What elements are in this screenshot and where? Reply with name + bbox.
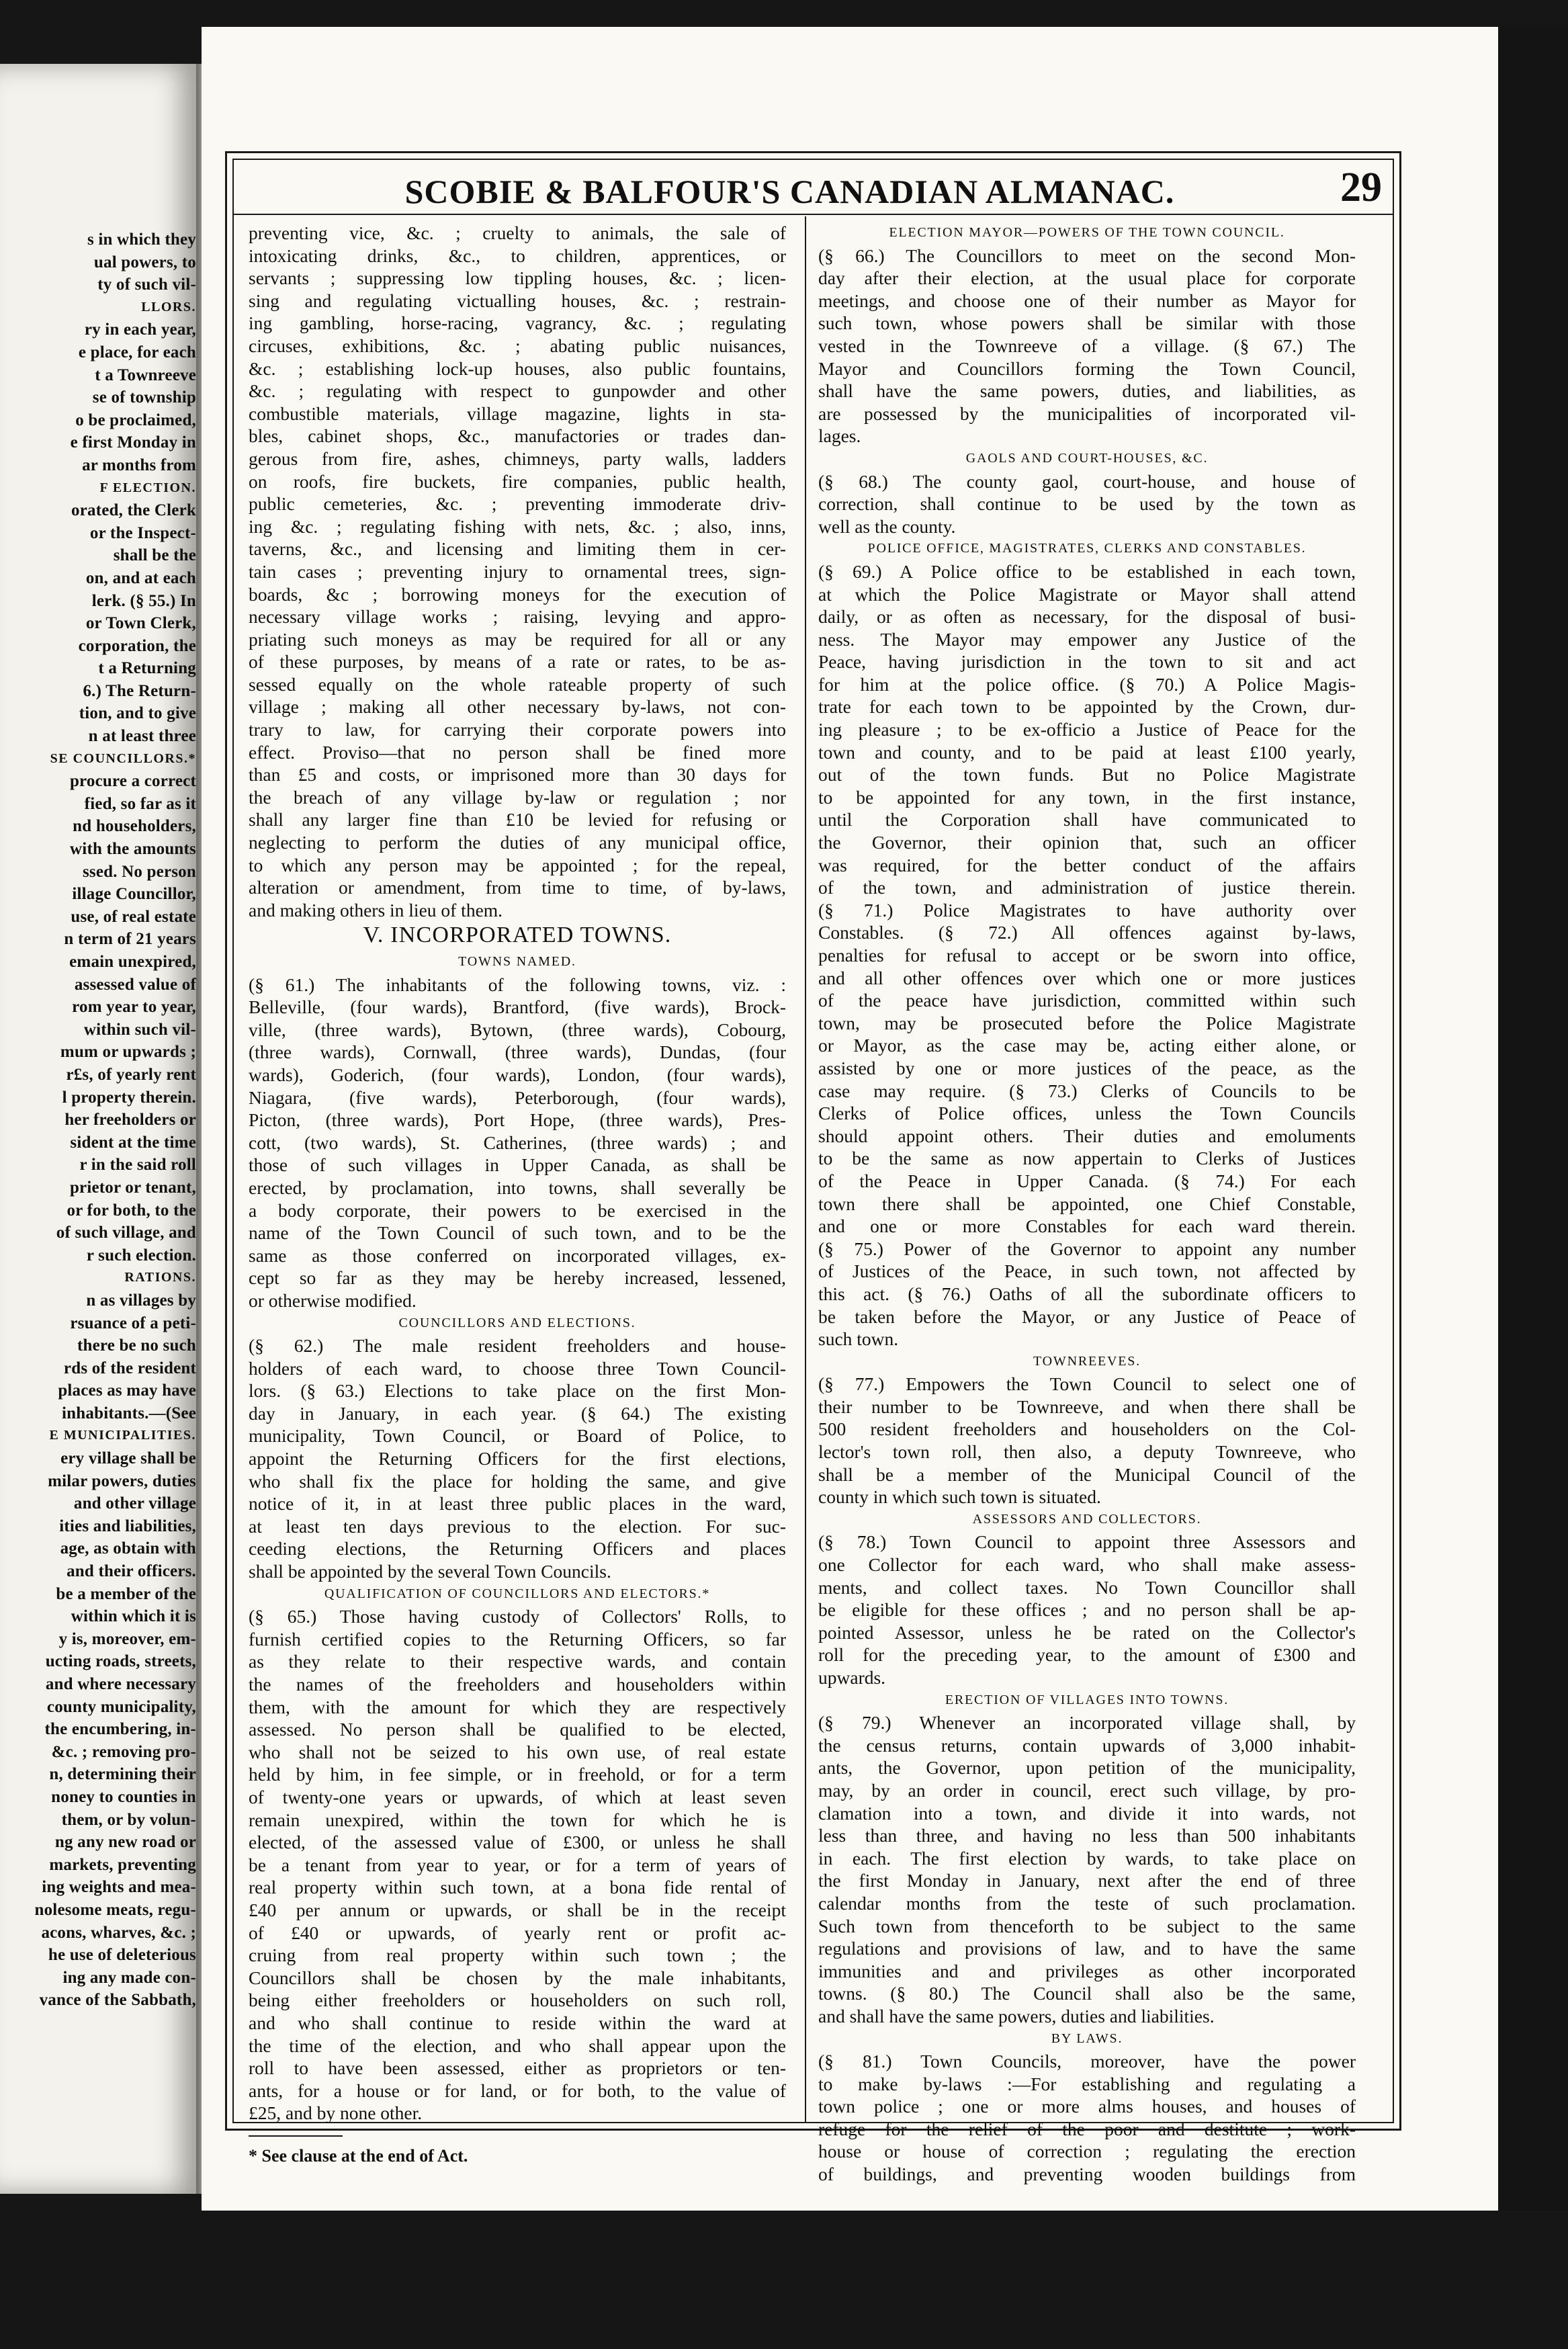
left-page-line: n at least three [88,727,196,746]
text-line: lors. (§ 63.) Elections to take place on the first Mon- [249,1380,786,1402]
text-line: Picton, (three wards), Port Hope, (three wards), Pres- [249,1109,786,1131]
text-line: to which any person may be appointed ; for the repeal, [249,854,786,875]
text-line: of buildings, and preventing wooden buildings from [818,2164,1356,2185]
text-line: pointed Assessor, unless he be rated on the Collector's [818,1621,1356,1643]
text-line: ants, the Governor, upon petition of the municipality, [818,1757,1356,1779]
left-page-line: n, determining their [49,1765,196,1784]
section-heading: ELECTION MAYOR—POWERS OF THE TOWN COUNCIL. [889,225,1285,240]
text-line: sessed equally on the whole rateable property of such [249,673,786,695]
left-page-line: there be no such [77,1336,196,1355]
text-line: Constables. (§ 72.) All offences against by-laws, [818,922,1356,943]
text-line: to make by-laws :—For establishing and regulating a [818,2073,1356,2094]
left-page-line: acons, wharves, &c. ; [41,1923,196,1942]
section-heading: ERECTION OF VILLAGES INTO TOWNS. [945,1692,1229,1707]
section-heading: TOWNREEVES. [1033,1353,1141,1369]
text-line: (§ 61.) The inhabitants of the following towns, viz. : [249,974,786,995]
paragraph-end-line: such town. [818,1328,899,1350]
text-line: on roofs, fire buckets, fire companies, public health, [249,470,786,492]
text-line: town there shall be appointed, one Chief Constable, [818,1193,1356,1214]
left-page-heading: LLORS. [141,299,196,314]
text-line: cept so far as they may be hereby increased, lessened, [249,1267,786,1289]
text-line: name of the Town Council of such town, and to be the [249,1222,786,1244]
left-column [249,222,786,2167]
left-page-line: tion, and to give [79,704,196,723]
text-line: village ; making all other necessary by-laws, not con- [249,696,786,718]
header-rule [234,214,1393,215]
footnote-rule [249,2135,343,2137]
text-line: town, may be prosecuted before the Police Magistrate [818,1012,1356,1033]
text-line: Such town from thenceforth to be subject to the same [818,1915,1356,1936]
section-heading: BY LAWS. [1051,2031,1123,2046]
text-line: to be appointed for any town, in the first instance, [818,786,1356,808]
text-line: boards, &c ; borrowing moneys for the execution of [249,583,786,605]
text-line: appoint the Returning Officers for the first elections, [249,1448,786,1469]
text-line: (§ 69.) A Police office to be established in each town, [818,560,1356,582]
text-line: erected, by proclamation, into towns, shall severally be [249,1177,786,1198]
title-heading: V. INCORPORATED TOWNS. [363,923,672,948]
text-line: effect. Proviso—that no person shall be fined more [249,741,786,763]
right-column [818,222,1356,2186]
text-line: tain cases ; preventing injury to ornamental trees, sign- [249,560,786,582]
text-line: vested in the Townreeve of a village. (§ 67.) The [818,335,1356,356]
text-line: (§ 77.) Empowers the Town Council to select one of [818,1373,1356,1395]
paragraph-end-line: or otherwise modified. [249,1289,417,1311]
text-line: day in January, in each year. (§ 64.) The existing [249,1402,786,1424]
left-page-line: prietor or tenant, [69,1178,196,1197]
paragraph-end-line: £25, and by none other. [249,2102,423,2124]
text-line: held by him, in fee simple, or in freehold, or for a term [249,1764,786,1785]
text-line: bles, cabinet shops, &c., manufactories or trades dan- [249,425,786,447]
text-line: Clerks of Police offices, unless the Town Councils [818,1103,1356,1124]
text-line: as they relate to their respective wards, and contain [249,1651,786,1672]
text-line: holders of each ward, to choose three Town Council- [249,1357,786,1379]
text-line: (§ 66.) The Councillors to meet on the second Mon- [818,245,1356,266]
text-line: ness. The Mayor may empower any Justice of the [818,628,1356,650]
text-line: ing pleasure ; to be ex-officio a Justice of Peace for the [818,719,1356,740]
left-page-line: assessed value of [74,975,196,994]
text-line: the time of the election, and who shall appear upon the [249,2035,786,2056]
text-line: necessary village works ; raising, levying and appro- [249,606,786,628]
text-line: should appoint others. Their duties and emoluments [818,1125,1356,1146]
left-page-line: n term of 21 years [64,930,196,949]
text-line: (§ 79.) Whenever an incorporated village shall, by [818,1712,1356,1734]
left-page-line: t a Townreeve [95,366,196,384]
left-page-heading: F ELECTION. [99,480,196,495]
left-page-line: vance of the Sabbath, [39,1991,196,2010]
left-page-line: with the amounts [70,840,196,859]
left-page-line: ssed. No person [83,862,196,881]
text-line: less than three, and having no less than 500 inhabitants [818,1825,1356,1846]
text-line: shall any larger fine than £10 be levied for refusing or [249,809,786,830]
left-page-line: ing weights and mea- [42,1878,196,1897]
text-line: may, by an order in council, erect such village, by pro- [818,1779,1356,1801]
left-page-line: ry in each year, [84,321,196,339]
text-line: house or house of correction ; regulating the erection [818,2141,1356,2162]
text-line: a body corporate, their powers to be exercised in the [249,1199,786,1221]
left-page-line: places as may have [58,1381,196,1400]
text-line: than £5 and costs, or imprisoned more than 30 days for [249,764,786,785]
text-line: roll for the preceding year, to the amount of £300 and [818,1644,1356,1666]
left-page-line: emain unexpired, [69,953,196,971]
left-page-line: on, and at each [85,568,196,587]
text-line: £40 per annum or upwards, or shall be in the receipt [249,1899,786,1920]
paragraph-end-line: well as the county. [818,515,956,537]
text-line: their number to be Townreeve, and when there shall be [818,1396,1356,1417]
text-line: the census returns, contain upwards of 3,000 inhabit- [818,1734,1356,1756]
left-page-line: ual powers, to [93,253,196,271]
text-line: of the town, and administration of justice therein. [818,877,1356,898]
text-line: those of such villages in Upper Canada, as shall be [249,1154,786,1176]
text-line: servants ; suppressing low tippling houses, &c. ; licen- [249,267,786,289]
text-line: elected, of the assessed value of £300, or unless he shall [249,1832,786,1853]
text-line: who shall not be seized to his own use, of real estate [249,1741,786,1762]
left-page-line: use, of real estate [71,907,196,926]
text-line: town and county, and to be paid at least £100 yearly, [818,741,1356,763]
left-page-line: inhabitants.—(See [62,1404,196,1422]
text-line: assessed. No person shall be qualified to be elected, [249,1719,786,1740]
text-line: of Justices of the Peace, in such town, not affected by [818,1261,1356,1282]
text-line: (§ 68.) The county gaol, court-house, and house of [818,470,1356,492]
left-page-line: and where necessary [45,1675,196,1693]
left-page-line: ing any made con- [62,1968,196,1987]
text-line: (§ 81.) Town Councils, moreover, have the power [818,2051,1356,2072]
left-page-line: se of township [92,388,196,407]
text-line: trate for each town to be appointed by the Crown, dur- [818,696,1356,718]
text-line: intoxicating drinks, &c., to children, apprentices, or [249,245,786,266]
left-page-line: y is, moreover, em- [58,1629,196,1648]
text-line: shall have the same powers, duties, and liabilities, as [818,380,1356,402]
paragraph-end-line: lages. [818,425,861,447]
text-line: daily, or as often as necessary, for the disposal of busi- [818,606,1356,628]
paragraph-end-line: shall be appointed by the several Town Councils. [249,1561,611,1582]
section-heading: POLICE OFFICE, MAGISTRATES, CLERKS AND CONSTABLES. [867,541,1307,556]
left-page-line: rds of the resident [63,1359,196,1377]
left-page-line: mum or upwards ; [60,1043,196,1062]
text-line: &c. ; regulating with respect to gunpowder and other [249,380,786,402]
left-page-line: ty of such vil- [97,275,196,294]
text-line: town police ; one or more alms houses, and houses of [818,2096,1356,2117]
text-line: Councillors shall be chosen by the male inhabitants, [249,1967,786,1988]
text-line: out of the town funds. But no Police Magistrate [818,764,1356,785]
text-line: sing and regulating victualling houses, &c. ; restrain- [249,290,786,311]
text-line: the breach of any village by-law or regulation ; nor [249,786,786,808]
text-line: cott, (two wards), St. Catherines, (three wards) ; and [249,1131,786,1153]
running-head: SCOBIE & BALFOUR'S CANADIAN ALMANAC. [404,173,1175,210]
left-page-line: l property therein. [62,1088,196,1107]
page-border [225,151,1401,2185]
left-page-line: o be proclaimed, [75,411,196,429]
text-line: Peace, having jurisdiction in the town to sit and act [818,651,1356,673]
left-page-line: within such vil- [83,1020,196,1039]
left-page-line: 6.) The Return- [83,681,196,700]
text-line: to be the same as now appertain to Clerks of Justices [818,1148,1356,1169]
text-line: be taken before the Mayor, or any Justice of Peace of [818,1306,1356,1327]
text-line: trary to law, for carrying their corporate powers into [249,719,786,740]
text-line: refuge for the relief of the poor and destitute ; work- [818,2118,1356,2139]
text-line: furnish certified copies to the Returning Officers, so far [249,1628,786,1650]
paragraph-end-line: and making others in lieu of them. [249,899,503,921]
paragraph-end-line: and shall have the same powers, duties and liabilities. [818,2005,1215,2026]
left-page-line: of such village, and [56,1224,196,1242]
paragraph-end-line: upwards. [818,1667,886,1688]
text-line: such town, whose powers shall be similar with those [818,312,1356,334]
text-line: (§ 75.) Power of the Governor to appoint any number [818,1238,1356,1259]
left-page-line: the encumbering, in- [44,1720,196,1739]
text-line: (three wards), Cornwall, (three wards), Dundas, (four [249,1041,786,1063]
text-line: cruing from real property within such town ; the [249,1945,786,1966]
left-page-line: he use of deleterious [48,1946,196,1965]
text-line: case may require. (§ 73.) Clerks of Councils to be [818,1080,1356,1101]
left-page-line: shall be the [113,546,196,565]
text-line: immunities and and privileges as other incorporated [818,1960,1356,1981]
text-line: for him at the police office. (§ 70.) A Police Magis- [818,673,1356,695]
left-page-line: e place, for each [78,343,196,361]
left-page-line: and their officers. [67,1562,196,1581]
left-page-line: or the Inspect- [89,523,196,542]
left-page-line: rom year to year, [72,998,196,1017]
left-page-line: e first Monday in [70,433,196,452]
left-page-line: procure a correct [69,772,196,791]
text-line: ments, and collect taxes. No Town Councillor shall [818,1576,1356,1598]
text-line: remain unexpired, within the town for which he is [249,1809,786,1830]
text-line: combustible materials, village magazine, lights in sta- [249,402,786,424]
left-page-line: r such election. [86,1246,196,1265]
text-line: penalties for refusal to accept or be sworn into office, [818,945,1356,966]
left-page-line: county municipality, [46,1697,196,1716]
text-line: regulations and provisions of law, and to have the same [818,1938,1356,1959]
text-line: day after their election, at the usual place for corporate [818,267,1356,289]
text-line: ceeding elections, the Returning Officers and places [249,1538,786,1560]
left-page-line: nolesome meats, regu- [34,1900,196,1919]
left-page-line: orated, the Clerk [71,501,196,520]
left-page-line: &c. ; removing pro- [51,1742,196,1761]
section-heading: QUALIFICATION OF COUNCILLORS AND ELECTORS.* [324,1586,711,1601]
section-heading: TOWNS NAMED. [458,954,576,969]
left-page-line: ng any new road or [54,1833,196,1852]
left-page-line: rsuance of a peti- [70,1314,196,1332]
text-line: of the Peace in Upper Canada. (§ 74.) For each [818,1170,1356,1191]
column-divider [805,216,806,2122]
text-line: roll to have been assessed, either as proprietors or ten- [249,2057,786,2079]
left-page-line: her freeholders or [64,1111,196,1129]
text-line: ing &c. ; regulating fishing with nets, &c. ; also, inns, [249,515,786,537]
text-line: (§ 71.) Police Magistrates to have authority over [818,899,1356,921]
left-page-line: them, or by volun- [61,1810,196,1829]
text-line: of these purposes, by means of a rate or rates, to be as- [249,651,786,673]
text-line: meetings, and choose one of their number as Mayor for [818,290,1356,311]
text-line: be a tenant from year to year, or for a term of years of [249,1854,786,1875]
text-line: are possessed by the municipalities of incorporated vil- [818,402,1356,424]
text-line: at which the Police Magistrate or Mayor shall attend [818,583,1356,605]
text-line: and all other offences over which one or more justices [818,967,1356,988]
text-line: (§ 65.) Those having custody of Collectors' Rolls, to [249,1606,786,1627]
text-line: who shall fix the place for holding the same, and give [249,1470,786,1492]
text-line: the Governor, their opinion that, such an officer [818,832,1356,853]
text-line: Belleville, (four wards), Brantford, (five wards), Brock- [249,996,786,1018]
left-page-text [0,228,196,2012]
left-page-line: or Town Clerk, [85,614,196,633]
left-page-line: n as villages by [86,1291,196,1310]
text-line: priating such moneys as may be required for all or any [249,628,786,650]
text-line: public cemeteries, &c. ; preventing immoderate driv- [249,493,786,515]
text-line: alteration or amendment, from time to time, of by-laws, [249,877,786,898]
text-line: lector's town roll, then also, a deputy Townreeve, who [818,1441,1356,1463]
text-line: until the Corporation shall have communicated to [818,809,1356,830]
text-line: shall be a member of the Municipal Council of the [818,1463,1356,1485]
text-line: of twenty-one years or upwards, of which at least seven [249,1786,786,1807]
text-line: &c. ; establishing lock-up houses, also public fountains, [249,357,786,379]
left-page-line: milar powers, duties [48,1471,196,1490]
main-page [202,27,1498,2211]
text-line: municipality, Town Council, or Board of Police, to [249,1425,786,1447]
left-page-line: ar months from [82,456,196,474]
left-page-line: age, as obtain with [60,1539,196,1558]
left-page-line: noney to counties in [51,1787,196,1806]
left-page-line: r in the said roll [79,1156,196,1174]
left-page-line: ities and liabilities, [59,1517,196,1535]
section-heading: COUNCILLORS AND ELECTIONS. [398,1315,636,1330]
left-page-heading: E MUNICIPALITIES. [49,1428,196,1443]
text-line: at least ten days previous to the election. For suc- [249,1515,786,1537]
left-page-line: s in which they [87,230,196,249]
left-page-line: r£s, of yearly rent [66,1065,196,1084]
text-line: be eligible for these offices ; and no person shall be ap- [818,1599,1356,1621]
text-line: the names of the freeholders and householders within [249,1674,786,1695]
section-heading: GAOLS AND COURT-HOUSES, &C. [965,450,1209,466]
text-line: of £40 or upwards, of yearly rent or profit ac- [249,1922,786,1943]
paragraph-end-line: county in which such town is situated. [818,1486,1101,1508]
left-page-line: and other village [73,1494,196,1513]
text-line: preventing vice, &c. ; cruelty to animals, the sale of [249,222,786,243]
text-line: Mayor and Councillors forming the Town Council, [818,357,1356,379]
left-page-heading: RATIONS. [124,1270,196,1285]
left-page-line: markets, preventing [49,1855,196,1874]
left-page-line: ucting roads, streets, [45,1652,196,1671]
text-line: being either freeholders or householders on such roll, [249,1990,786,2011]
text-line: gerous from fire, ashes, chimneys, party walls, ladders [249,447,786,469]
footnote: * See clause at the end of Act. [249,2145,468,2166]
text-line: clamation into a town, and divide it into wards, not [818,1802,1356,1824]
text-line: Niagara, (five wards), Peterborough, (four wards), [249,1086,786,1108]
text-line: them, with the amount for which they are respectively [249,1696,786,1717]
text-line: ville, (three wards), Bytown, (three wards), Cobourg, [249,1019,786,1040]
text-line: (§ 78.) Town Council to appoint three Assessors and [818,1531,1356,1553]
text-line: neglecting to perform the duties of any municipal office, [249,832,786,853]
left-page-line: fied, so far as it [84,794,196,813]
text-line: and who shall continue to reside within the ward at [249,2012,786,2033]
text-line: (§ 62.) The male resident freeholders and house- [249,1335,786,1357]
left-facing-page [0,64,202,2194]
section-heading: ASSESSORS AND COLLECTORS. [972,1511,1202,1527]
text-line: circuses, exhibitions, &c. ; abating public nuisances, [249,335,786,356]
left-page-line: sident at the time [70,1133,196,1152]
left-page-line: lerk. (§ 55.) In [91,591,196,610]
text-line: calendar months from the teste of such proclamation. [818,1892,1356,1914]
text-line: the first Monday in January, next after the end of three [818,1870,1356,1891]
text-line: of the peace have jurisdiction, committed within such [818,990,1356,1011]
left-page-line: t a Returning [98,659,196,678]
text-line: taverns, &c., and licensing and limiting them in cer- [249,538,786,560]
left-page-heading: SE COUNCILLORS.* [50,751,196,766]
page-inner-border [232,159,1394,2185]
text-line: or Mayor, as the case may be, acting either alone, or [818,1035,1356,1056]
left-page-line: ery village shall be [60,1449,196,1468]
text-line: this act. (§ 76.) Oaths of all the subordinate officers to [818,1283,1356,1304]
left-page-line: within which it is [71,1607,196,1626]
text-line: notice of it, in at least three public places in the ward, [249,1493,786,1514]
text-line: ants, for a house or for land, or for both, to the value of [249,2080,786,2101]
text-line: was required, for the better conduct of the affairs [818,854,1356,875]
text-line: wards), Goderich, (four wards), London, (four wards), [249,1064,786,1085]
text-line: towns. (§ 80.) The Council shall also be the same, [818,1983,1356,2004]
text-line: in each. The first election by wards, to take place on [818,1847,1356,1869]
text-line: 500 resident freeholders and householders on the Col- [818,1418,1356,1440]
text-line: one Collector for each ward, who shall make assess- [818,1554,1356,1576]
left-page-line: or for both, to the [67,1201,196,1220]
scanner-edge [1498,27,1568,2211]
text-line: same as those conferred on incorporated villages, ex- [249,1244,786,1266]
page-number: 29 [1340,165,1382,210]
text-line: correction, shall continue to be used by the town as [818,493,1356,515]
text-line: real property within such town, at a bona fide rental of [249,1877,786,1898]
text-line: ing gambling, horse-racing, vagrancy, &c. ; regulating [249,312,786,334]
left-page-line: corporation, the [78,636,196,655]
text-line: and one or more Constables for each ward therein. [818,1215,1356,1237]
left-page-line: be a member of the [56,1584,196,1603]
left-page-line: nd householders, [73,817,196,836]
left-page-line: illage Councillor, [72,885,196,904]
text-line: assisted by one or more justices of the peace, as the [818,1057,1356,1078]
